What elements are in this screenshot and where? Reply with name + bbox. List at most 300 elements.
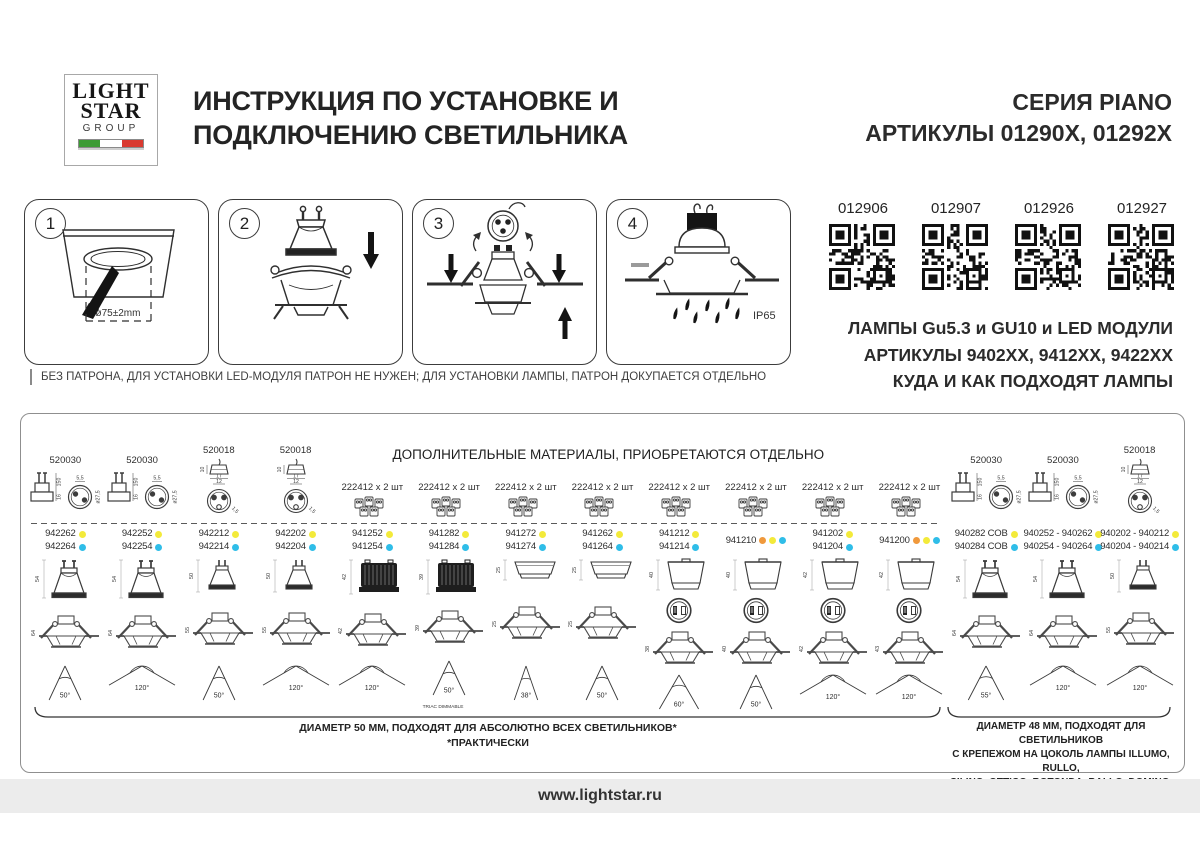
blue-color-dot <box>462 544 469 551</box>
accessory-block <box>879 422 941 523</box>
svg-text:5,5: 5,5 <box>153 475 161 482</box>
step-2-card <box>218 199 403 365</box>
beam-angle-diagram <box>260 665 332 710</box>
lamp-articles <box>582 523 623 558</box>
yellow-color-dot <box>1011 531 1018 538</box>
lamp-icon <box>724 558 788 597</box>
qr-article-label: 012906 <box>837 200 889 217</box>
article-code: 941204 <box>812 541 843 552</box>
article-number <box>45 528 86 540</box>
article-number <box>275 541 316 553</box>
article-code: 941284 <box>428 541 460 552</box>
accessory-icon <box>1025 468 1101 523</box>
beam-angle-diagram <box>1027 665 1099 710</box>
yellow-color-dot <box>462 531 469 538</box>
lamp-icon <box>264 558 328 599</box>
lamp-column <box>257 422 334 710</box>
lamp-diagram-stack <box>720 558 792 710</box>
lamp-column <box>180 422 257 710</box>
lamp-articles <box>955 523 1018 558</box>
page-title-line2: ПОДКЛЮЧЕНИЮ СВЕТИЛЬНИКА <box>193 120 628 150</box>
website-url[interactable]: www.lightstar.ru <box>538 787 662 804</box>
lamp-icon <box>340 558 404 601</box>
svg-text:120°: 120° <box>365 685 380 692</box>
article-code: 942262 <box>45 528 76 539</box>
accessory-icon <box>657 495 701 523</box>
article-number <box>122 528 163 540</box>
svg-text:55: 55 <box>261 626 268 633</box>
article-number <box>199 528 240 540</box>
caption-50mm-line2: *ПРАКТИЧЕСКИ <box>447 737 529 749</box>
lamp-icon <box>33 558 97 605</box>
lamp-icon <box>417 558 481 601</box>
series-name: СЕРИЯ PIANO <box>1012 89 1172 115</box>
svg-text:40: 40 <box>725 571 732 579</box>
italian-flag-icon <box>78 139 144 148</box>
lamp-diagram-stack <box>873 558 945 710</box>
article-code: 942212 <box>198 528 230 539</box>
orange-color-dot <box>913 537 920 544</box>
article-code: 942252 <box>121 528 153 539</box>
article-code: 941252 <box>352 528 383 539</box>
qr-article-label: 012927 <box>1116 200 1168 217</box>
article-number <box>812 528 853 540</box>
svg-text:120°: 120° <box>825 694 840 701</box>
accessory-icon <box>887 495 931 523</box>
step-number: 1 <box>35 208 66 239</box>
svg-text:12: 12 <box>1136 479 1143 485</box>
materials-panel-title: ДОПОЛНИТЕЛЬНЫЕ МАТЕРИАЛЫ, ПРИОБРЕТАЮТСЯ ОТДЕЛЬНО <box>392 447 825 462</box>
article-number <box>506 528 547 540</box>
hole-diameter-label: ø75±2mm <box>95 308 141 319</box>
yellow-color-dot <box>155 531 162 538</box>
lamp-column <box>948 422 1025 710</box>
accessory-article: 520030 <box>970 455 1002 466</box>
svg-text:50: 50 <box>1109 572 1116 580</box>
footer-bar <box>0 779 1200 813</box>
accessory-block <box>648 422 710 523</box>
lamp-diagram-stack <box>260 558 332 710</box>
fixture-install-icon <box>261 610 331 655</box>
accessory-block <box>187 422 251 523</box>
accessory-article: 520018 <box>202 445 235 456</box>
svg-text:1,5: 1,5 <box>1150 505 1161 515</box>
svg-text:5,5: 5,5 <box>997 475 1005 482</box>
svg-text:25: 25 <box>568 620 575 627</box>
lamp-column <box>718 422 795 710</box>
svg-text:50: 50 <box>188 572 195 580</box>
qr-item <box>829 200 897 290</box>
step-3-card <box>412 199 597 365</box>
lamp-column <box>1025 422 1102 710</box>
triac-dimmable-label: TRIAC DIMMABLE <box>422 704 464 710</box>
accessory-block <box>264 422 328 523</box>
article-code: 941264 <box>582 541 613 552</box>
lamp-icon <box>570 558 634 587</box>
article-code: 940254 - 940264 <box>1023 541 1093 552</box>
svg-text:50°: 50° <box>597 692 608 700</box>
svg-text:54: 54 <box>1032 575 1039 583</box>
article-number <box>812 541 853 553</box>
article-code: 941282 <box>428 528 460 539</box>
lamp-column <box>794 422 871 710</box>
lamp-articles <box>122 523 163 558</box>
svg-text:50°: 50° <box>60 692 71 700</box>
article-code: 941262 <box>582 528 613 539</box>
blue-color-dot <box>79 544 86 551</box>
svg-text:64: 64 <box>1028 629 1035 636</box>
article-number <box>726 535 787 547</box>
accessory-icon <box>427 495 471 523</box>
svg-text:54: 54 <box>112 575 119 583</box>
article-number <box>879 535 940 547</box>
blue-color-dot <box>779 537 786 544</box>
blue-color-dot <box>616 544 623 551</box>
article-number <box>659 528 700 540</box>
lamp-info-line2: АРТИКУЛЫ 9402XX, 9412XX, 9422XX <box>863 344 1173 365</box>
svg-text:42: 42 <box>338 627 345 634</box>
svg-text:16: 16 <box>56 494 63 500</box>
beam-angle-diagram <box>413 660 485 711</box>
article-number <box>955 528 1018 540</box>
qr-item <box>922 200 990 290</box>
svg-text:25: 25 <box>495 566 502 574</box>
beam-angle-diagram <box>566 665 638 710</box>
beam-angle-diagram <box>106 665 178 710</box>
svg-text:42: 42 <box>798 645 805 653</box>
lamp-articles <box>352 523 393 558</box>
series-articles: АРТИКУЛЫ 01290X, 01292X <box>865 120 1172 146</box>
accessory-block <box>1025 422 1101 523</box>
lamp-columns <box>27 422 1178 710</box>
lamp-diagram-stack <box>1104 558 1176 710</box>
accessory-article: 222412 x 2 шт <box>801 482 864 493</box>
fixture-install-icon <box>1105 610 1175 655</box>
lamp-bottom-view-icon <box>664 597 694 629</box>
lamp-column <box>487 422 564 710</box>
fixture-install-icon <box>798 629 868 674</box>
article-code: 941212 <box>658 528 690 539</box>
accessory-block <box>104 422 180 523</box>
svg-text:5,5: 5,5 <box>1074 475 1082 482</box>
article-number <box>199 541 240 553</box>
dashed-divider <box>31 523 939 524</box>
accessory-block <box>948 422 1024 523</box>
accessory-icon <box>27 468 103 523</box>
article-code: 941200 <box>879 534 910 546</box>
lamp-diagram-stack <box>1027 558 1099 710</box>
fixture-install-icon <box>951 613 1021 658</box>
accessory-article: 520018 <box>279 445 312 456</box>
accessory-icon <box>264 458 328 523</box>
qr-code-image <box>829 224 895 290</box>
svg-text:55: 55 <box>184 626 191 633</box>
article-code: 940284 COB <box>954 541 1008 552</box>
svg-text:120°: 120° <box>1132 685 1147 692</box>
accessory-article: 520030 <box>126 455 158 466</box>
article-number <box>582 541 623 553</box>
lamp-bottom-view-icon <box>818 597 848 629</box>
lamp-icon <box>494 558 558 587</box>
svg-text:16: 16 <box>133 494 140 500</box>
group-caption-50mm <box>35 722 941 749</box>
article-number <box>659 541 700 553</box>
installation-steps <box>24 199 791 365</box>
series-info <box>865 87 1172 149</box>
article-number <box>275 528 316 540</box>
fixture-install-icon <box>874 629 944 674</box>
accessory-article: 222412 x 2 шт <box>648 482 711 493</box>
svg-text:43: 43 <box>875 645 882 653</box>
yellow-color-dot <box>232 531 239 538</box>
accessory-article: 520018 <box>1123 445 1156 456</box>
svg-text:64: 64 <box>31 629 38 636</box>
yellow-color-dot <box>386 531 393 538</box>
lamp-bottom-view-icon <box>894 597 924 629</box>
fixture-install-icon <box>491 604 561 649</box>
beam-angle-diagram <box>490 665 562 710</box>
article-code: 940204 - 940214 <box>1100 541 1170 552</box>
accessory-icon <box>104 468 180 523</box>
yellow-color-dot <box>79 531 86 538</box>
accessory-block <box>725 422 787 523</box>
lamp-info-line1: ЛАМПЫ Gu5.3 и GU10 и LED МОДУЛИ <box>848 318 1173 338</box>
accessory-article: 520030 <box>49 455 82 466</box>
accessory-block <box>572 422 634 523</box>
article-code: 942214 <box>198 541 230 552</box>
accessory-article: 520030 <box>1047 455 1079 466</box>
lamp-diagram-stack <box>643 558 715 710</box>
lamp-articles <box>199 523 240 558</box>
accessory-block <box>1108 422 1172 523</box>
svg-text:39: 39 <box>415 624 422 631</box>
svg-text:10: 10 <box>276 466 283 473</box>
qr-codes <box>829 200 1176 290</box>
svg-text:50°: 50° <box>213 692 225 700</box>
step-1-card <box>24 199 209 365</box>
lamp-diagram-stack <box>413 558 485 710</box>
beam-angle-diagram <box>950 665 1022 710</box>
yellow-color-dot <box>769 537 776 544</box>
accessory-icon <box>187 458 251 523</box>
step-4-card <box>606 199 791 365</box>
svg-text:150: 150 <box>133 477 140 487</box>
svg-text:ø27,5: ø27,5 <box>172 490 179 504</box>
fixture-install-icon <box>30 613 100 658</box>
svg-text:12: 12 <box>215 479 222 485</box>
lamp-column <box>564 422 641 710</box>
fixture-install-icon <box>1028 613 1098 658</box>
blue-color-dot <box>155 544 162 551</box>
lamp-articles <box>1100 523 1179 558</box>
article-number <box>955 541 1018 553</box>
article-number <box>352 541 393 553</box>
yellow-color-dot <box>616 531 623 538</box>
caption-48mm-line1: ДИАМЕТР 48 ММ, ПОДХОДЯТ ДЛЯ СВЕТИЛЬНИКОВ <box>976 721 1146 746</box>
accessory-icon <box>1108 458 1172 523</box>
fixture-install-icon <box>107 613 177 658</box>
lamp-articles <box>429 523 470 558</box>
article-code: 941202 <box>812 528 843 539</box>
svg-text:120°: 120° <box>134 685 150 692</box>
fixture-install-icon <box>337 611 407 656</box>
accessory-icon <box>734 495 778 523</box>
accessory-article: 222412 x 2 шт <box>878 482 941 493</box>
blue-color-dot <box>309 544 316 551</box>
lamp-info <box>848 315 1173 395</box>
article-code: 942202 <box>275 528 306 539</box>
accessory-icon <box>504 495 548 523</box>
yellow-color-dot <box>846 531 853 538</box>
svg-text:64: 64 <box>952 629 959 636</box>
fixture-install-icon <box>184 610 254 655</box>
lamp-column <box>641 422 718 710</box>
article-number <box>506 541 547 553</box>
svg-text:1,5: 1,5 <box>229 505 240 515</box>
article-number <box>429 528 470 540</box>
article-number <box>1100 541 1179 553</box>
logo-light: LIGHT <box>72 78 150 103</box>
lamp-icon <box>877 558 941 597</box>
blue-color-dot <box>846 544 853 551</box>
blue-color-dot <box>692 544 699 551</box>
svg-text:42: 42 <box>342 573 349 581</box>
lamp-icon <box>1108 558 1172 599</box>
svg-text:54: 54 <box>956 575 963 583</box>
svg-text:39: 39 <box>419 573 426 581</box>
article-number <box>582 528 623 540</box>
article-code: 941214 <box>658 541 690 552</box>
blue-color-dot <box>1172 544 1179 551</box>
page-title <box>193 84 628 152</box>
lamp-icon <box>1031 558 1095 605</box>
orange-color-dot <box>759 537 766 544</box>
lamp-column <box>1101 422 1178 710</box>
svg-text:10: 10 <box>1120 466 1127 473</box>
qr-item <box>1108 200 1176 290</box>
lamp-articles <box>879 523 940 558</box>
qr-code-image <box>1015 224 1081 290</box>
lamp-articles <box>812 523 853 558</box>
step-number: 2 <box>229 208 260 239</box>
fixture-install-icon <box>567 604 637 649</box>
lamp-articles <box>45 523 86 558</box>
accessory-article: 222412 x 2 шт <box>341 482 404 493</box>
svg-text:25: 25 <box>572 566 579 574</box>
accessory-article: 222412 x 2 шт <box>571 482 634 493</box>
svg-text:5,5: 5,5 <box>76 475 84 482</box>
qr-item <box>1015 200 1083 290</box>
blue-color-dot <box>1011 544 1018 551</box>
accessory-block <box>27 422 103 523</box>
ip-rating-label: IP65 <box>753 310 776 322</box>
svg-text:40: 40 <box>721 645 728 653</box>
lamp-column <box>334 422 411 710</box>
svg-text:150: 150 <box>56 477 63 487</box>
accessory-article: 222412 x 2 шт <box>725 482 787 493</box>
article-code: 941254 <box>352 541 383 552</box>
lamp-articles <box>726 523 787 558</box>
group-braces <box>21 705 1184 721</box>
qr-article-label: 012926 <box>1023 200 1075 217</box>
lamp-column <box>871 422 948 710</box>
step-number: 4 <box>617 208 648 239</box>
svg-text:42: 42 <box>802 571 809 579</box>
svg-text:55°: 55° <box>980 692 992 700</box>
lamp-icon <box>801 558 865 597</box>
svg-text:42: 42 <box>879 571 886 579</box>
article-number <box>45 541 86 553</box>
accessory-block <box>341 422 403 523</box>
article-code: 940252 - 940262 <box>1023 528 1093 539</box>
svg-text:120°: 120° <box>902 694 917 701</box>
lamp-icon <box>647 558 711 597</box>
svg-text:38°: 38° <box>520 692 532 700</box>
svg-text:60°: 60° <box>673 701 685 709</box>
svg-text:25: 25 <box>491 620 498 627</box>
article-number <box>122 541 163 553</box>
lamp-column <box>411 422 488 710</box>
socket-note: БЕЗ ПАТРОНА, ДЛЯ УСТАНОВКИ LED-МОДУЛЯ ПАТРОН НЕ НУЖЕН; ДЛЯ УСТАНОВКИ ЛАМПЫ, ПАТРОН ДОКУПАЕТСЯ ОТДЕЛЬНО <box>30 369 811 385</box>
yellow-color-dot <box>1172 531 1179 538</box>
svg-text:10: 10 <box>199 466 206 473</box>
article-number <box>1023 541 1102 553</box>
article-number <box>1023 528 1102 540</box>
beam-angle-diagram <box>29 665 101 710</box>
svg-text:17: 17 <box>292 473 299 480</box>
caption-48mm-line2: С КРЕПЕЖОМ НА ЦОКОЛЬ ЛАМПЫ ILLUMO, RULLO, <box>952 749 1170 774</box>
beam-angle-diagram <box>336 665 408 710</box>
article-number <box>429 541 470 553</box>
svg-text:ø27,5: ø27,5 <box>1016 490 1023 504</box>
accessory-block <box>495 422 557 523</box>
blue-color-dot <box>386 544 393 551</box>
svg-text:64: 64 <box>108 629 115 636</box>
svg-text:150: 150 <box>1054 477 1061 487</box>
lamp-column <box>27 422 104 710</box>
article-code: 942204 <box>275 541 306 552</box>
svg-text:ø27,5: ø27,5 <box>1093 490 1100 504</box>
lamp-column <box>104 422 181 710</box>
article-number <box>352 528 393 540</box>
article-code: 942254 <box>121 541 153 552</box>
caption-50mm-line1: ДИАМЕТР 50 ММ, ПОДХОДЯТ ДЛЯ АБСОЛЮТНО ВСЕХ СВЕТИЛЬНИКОВ* <box>299 722 677 734</box>
svg-text:120°: 120° <box>288 685 303 692</box>
lightstar-logo <box>64 74 158 166</box>
blue-color-dot <box>933 537 940 544</box>
fixture-install-icon <box>644 629 714 674</box>
qr-code-image <box>922 224 988 290</box>
yellow-color-dot <box>309 531 316 538</box>
svg-text:40: 40 <box>649 571 656 579</box>
blue-color-dot <box>539 544 546 551</box>
svg-text:54: 54 <box>35 575 42 583</box>
svg-text:17: 17 <box>215 473 222 480</box>
step-number: 3 <box>423 208 454 239</box>
lamp-diagram-stack <box>29 558 101 710</box>
accessory-article: 222412 x 2 шт <box>418 482 480 493</box>
lamp-diagram-stack <box>106 558 178 710</box>
lamp-diagram-stack <box>797 558 869 710</box>
svg-text:1,5: 1,5 <box>306 505 316 515</box>
accessory-icon <box>350 495 394 523</box>
svg-text:50°: 50° <box>443 687 455 694</box>
accessory-block <box>418 422 480 523</box>
lamp-diagram-stack <box>566 558 638 710</box>
lamp-articles <box>506 523 547 558</box>
qr-article-label: 012907 <box>930 200 982 217</box>
logo-group: GROUP <box>82 123 140 134</box>
